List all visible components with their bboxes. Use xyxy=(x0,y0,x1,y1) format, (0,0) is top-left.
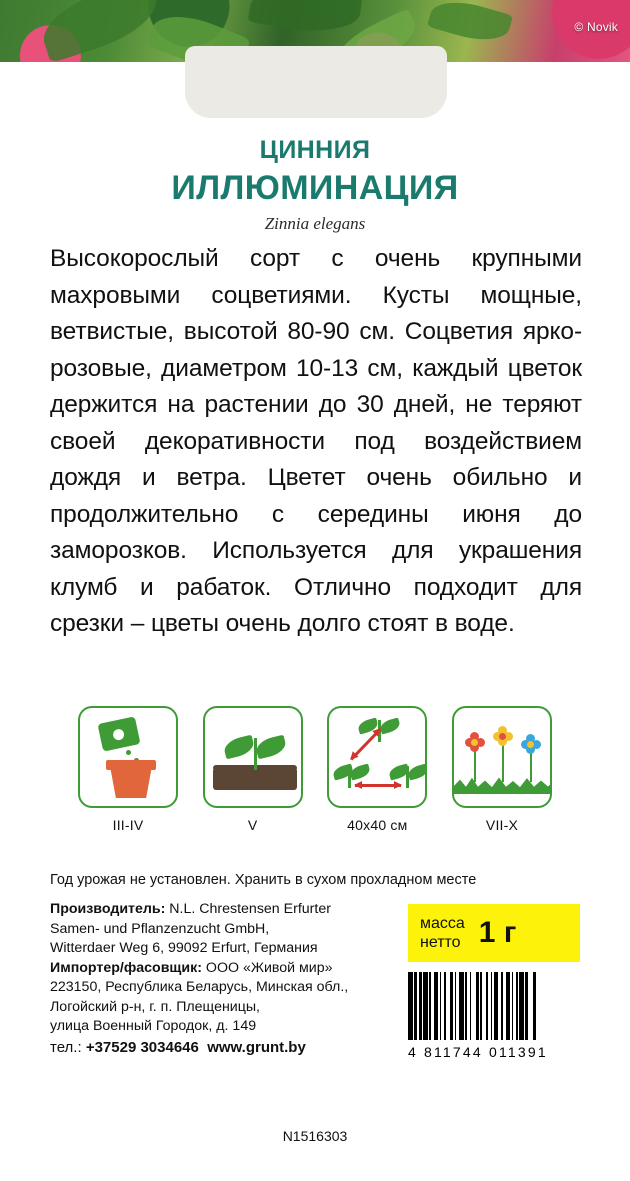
producer-line-2: Samen- und Pflanzenzucht GmbH, xyxy=(50,920,270,937)
weight-label-line2: нетто xyxy=(420,934,461,951)
importer-line-4: улица Военный Городок, д. 149 xyxy=(50,1018,257,1034)
title-block xyxy=(0,136,630,234)
barcode-lead-digit: 4 xyxy=(408,1044,418,1060)
leaf-decor xyxy=(248,0,362,37)
genus-name: ЦИННИЯ xyxy=(259,136,371,164)
hang-tab xyxy=(185,62,447,118)
pictogram-label: III-IV xyxy=(112,817,144,833)
phone-label: тел.: xyxy=(50,1038,86,1056)
importer-name: ООО «Живой мир» xyxy=(201,959,333,976)
sowing-packet-pot-icon xyxy=(78,706,178,808)
pictogram-spacing xyxy=(327,706,427,833)
latin-name: Zinnia elegans xyxy=(264,214,366,233)
barcode xyxy=(408,972,588,1060)
importer-label: Импортер/фасовщик: xyxy=(50,959,202,976)
weight-value: 1 г xyxy=(478,916,517,949)
leaf-decor xyxy=(427,0,513,48)
seedling-soil-icon xyxy=(203,706,303,808)
net-weight-badge xyxy=(408,904,580,962)
pictogram-flowering xyxy=(452,706,552,833)
pictogram-label: V xyxy=(247,817,258,833)
description-text: Высокорослый сорт с очень крупными махровыми соцветиями. Кусты мощные, ветвистые, высотой 80-90 см. Соцветия ярко-розовые, диаметром 10-13 см, каждый цветок держится на растении до 30 дней, не теряют своей декоративности под воздействием дождя и ветра. Цветет очень обильно и продолжительно с середины июня до заморозков. Используется для украшения клумб и рабаток. Отлично подходит для срезки – цветы очень долго стоят в воде. xyxy=(50,245,582,637)
producer-label: Производитель: xyxy=(50,901,166,917)
producer-info xyxy=(50,900,400,1057)
barcode-bars xyxy=(408,972,588,1040)
barcode-digits xyxy=(408,1044,588,1060)
pictogram-sowing xyxy=(78,706,178,833)
pictogram-planting xyxy=(203,706,303,833)
importer-line-2: 223150, Республика Беларусь, Минская обл., xyxy=(50,979,349,995)
storage-note: Год урожая не установлен. Хранить в сухом прохладном месте xyxy=(50,872,477,888)
photo-copyright: © Novik xyxy=(574,20,618,34)
variety-name: ИЛЛЮМИНАЦИЯ xyxy=(171,169,459,207)
leaf-decor xyxy=(35,0,165,62)
article-number: N1516303 xyxy=(282,1128,348,1144)
phone-number: +37529 3034646 xyxy=(85,1038,199,1056)
pictogram-row xyxy=(78,706,552,833)
website-link[interactable]: www.grunt.by xyxy=(207,1038,306,1056)
weight-label-line1: масса xyxy=(420,915,465,932)
flowering-row-icon xyxy=(452,706,552,808)
importer-line-3: Логойский р-н, г. п. Плещеницы, xyxy=(50,998,260,1015)
pictogram-label: VII-X xyxy=(485,817,519,833)
pictogram-label: 40x40 см xyxy=(347,817,408,833)
plant-spacing-icon xyxy=(327,706,427,808)
barcode-main-digits: 811744 011391 xyxy=(424,1044,548,1060)
producer-name: N.L. Chrestensen Erfurter xyxy=(165,901,331,917)
producer-line-3: Witterdaer Weg 6, 99092 Erfurt, Германия xyxy=(50,940,318,956)
